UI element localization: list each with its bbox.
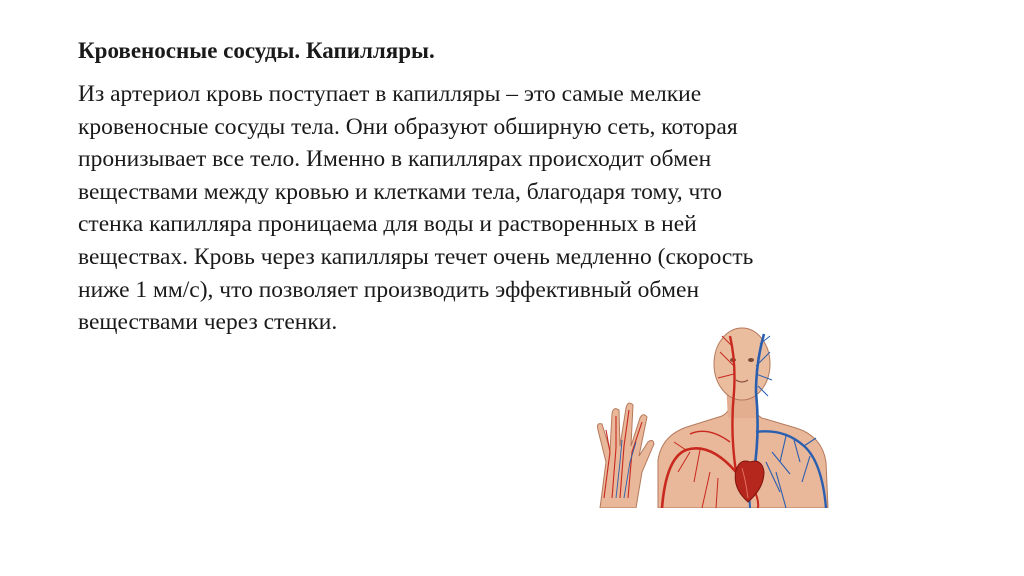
body-line: стенка капилляра проницаема для воды и растворенных в ней [78, 211, 697, 238]
slide-title: Кровеносные сосуды. Капилляры. [78, 38, 435, 63]
body-line: веществами через стенки. [78, 309, 338, 336]
body-line: веществах. Кровь через капилляры течет очень медленно (скорость [78, 243, 754, 270]
circulatory-system-illustration [590, 322, 865, 508]
body-line: пронизывает все тело. Именно в капиллярах происходит обмен [78, 146, 712, 173]
body-line: Из артериол кровь поступает в капилляры – это самые мелкие [78, 81, 702, 107]
body-line: веществами между кровью и клетками тела, благодаря тому, что [78, 178, 723, 205]
hand-figure [598, 403, 655, 508]
body-line: кровеносные сосуды тела. Они образуют обширную сеть, которая [78, 113, 738, 140]
body-line: ниже 1 мм/с), что позволяет производить эффективный обмен [78, 276, 700, 303]
body-paragraph [78, 78, 958, 339]
